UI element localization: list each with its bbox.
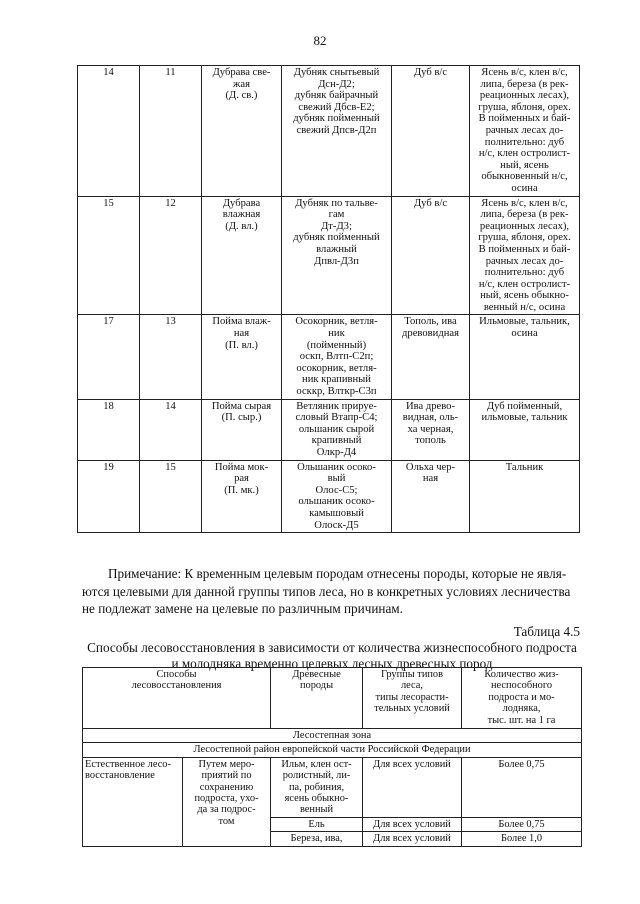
cell-code: 11 [140,66,202,197]
cell-count: Более 0,75 [462,817,582,831]
cell-number: 18 [78,399,140,460]
header-count: Количество жиз- неспособного подроста и мо- лодняка, тыс. шт. на 1 га [462,668,582,729]
cell-main-species: Тополь, ива древовидная [392,315,470,399]
note-text: Примечание: К временным целевым породам отнесены породы, которые не явля- ются целевыми для данной группы типов леса, но в конкретных условиях лесничества не подлежат замене на целевые по различным причинам. [82,566,571,616]
cell-code: 13 [140,315,202,399]
cell-group: Пойма мок- рая (П. мк.) [202,460,282,533]
district-row: Лесостепной район европейской части Российской Федерации [83,743,582,757]
zone-row: Лесостепная зона [83,729,582,743]
cell-temp-species: Тальник [470,460,580,533]
reforestation-methods-table [82,667,582,847]
cell-code: 12 [140,196,202,315]
cell-temp-species: Дуб пойменный, ильмовые, тальник [470,399,580,460]
cell-types: Дубняк по тальве- гам Дт-Д3; дубняк пойменный влажный Дпвл-Д3п [282,196,392,315]
cell-number: 14 [78,66,140,197]
cell-temp-species: Ясень в/с, клен в/с, липа, береза (в рек- реационных лесах), груша, яблоня, орех. В пойменных и бай- рачных лесах до- полнительно: дуб н/с, клен остролист- ный, ясень обыкно- венный н/с, осина [470,196,580,315]
cell-types: Ольшаник осоко- вый Олос-С5; ольшаник осоко- камышовый Олоск-Д5 [282,460,392,533]
cell-number: 15 [78,196,140,315]
table-row [78,399,580,460]
header-methods: Способы лесовосстановления [83,668,271,729]
cell-count: Более 1,0 [462,832,582,846]
cell-code: 15 [140,460,202,533]
cell-main-species: Дуб в/с [392,196,470,315]
note [82,565,582,618]
table-row [78,196,580,315]
cell-types: Ветляник прируе- словый Втапр-С4; ольшаник сырой крапивный Олкр-Д4 [282,399,392,460]
cell-number: 17 [78,315,140,399]
cell-groups: Для всех условий [363,832,462,846]
cell-count: Более 0,75 [462,757,582,817]
table-title: Способы лесовосстановления в зависимости от количества жизнеспособного подроста и молодняка временно целевых лесных древесных пород [87,640,577,671]
cell-species: Ель [271,817,363,831]
page-number: 82 [313,33,327,48]
cell-group: Дубрава влажная (Д. вл.) [202,196,282,315]
header-groups: Группы типов леса, типы лесорасти- тельных условий [363,668,462,729]
cell-group: Пойма сырая (П. сыр.) [202,399,282,460]
cell-types: Осокорник, ветля- ник (пойменный) оскп, Влтп-С2п; осокорник, ветля- ник крапивный осккр, Влткр-С3п [282,315,392,399]
cell-temp-species: Ясень в/с, клен в/с, липа, береза (в рек- реационных лесах), груша, яблоня, орех. В пойменных и бай- рачных лесах до- полнительно: дуб н/с, клен остролист- ный, ясень обыкновенный н/с, осина [470,66,580,197]
table-caption: Таблица 4.5 [513,624,580,639]
cell-code: 14 [140,399,202,460]
cell-temp-species: Ильмовые, тальник, осина [470,315,580,399]
cell-number: 19 [78,460,140,533]
cell-how: Путем меро- приятий по сохранению подроста, ухо- да за подрос- том [183,757,271,846]
cell-main-species: Дуб в/с [392,66,470,197]
table-row [78,460,580,533]
cell-group: Пойма влаж- ная (П. вл.) [202,315,282,399]
cell-species: Береза, ива, [271,832,363,846]
cell-main-species: Ольха чер- ная [392,460,470,533]
table-header-row [83,668,582,729]
cell-method: Естественное лесо- восстановление [83,757,183,846]
forest-types-table [77,65,580,533]
cell-main-species: Ива древо- видная, оль- ха черная, тополь [392,399,470,460]
cell-species: Ильм, клен ост- ролистный, ли- па, робиния, ясень обыкно- венный [271,757,363,817]
cell-group: Дубрава све- жая (Д. св.) [202,66,282,197]
table-row [78,315,580,399]
cell-groups: Для всех условий [363,757,462,817]
header-species: Древесные породы [271,668,363,729]
table-row [78,66,580,197]
cell-groups: Для всех условий [363,817,462,831]
table-row [83,757,582,817]
cell-types: Дубняк снытьевый Дсн-Д2; дубняк байрачный свежий Дбсв-Е2; дубняк пойменный свежий Дпсв-Д2п [282,66,392,197]
